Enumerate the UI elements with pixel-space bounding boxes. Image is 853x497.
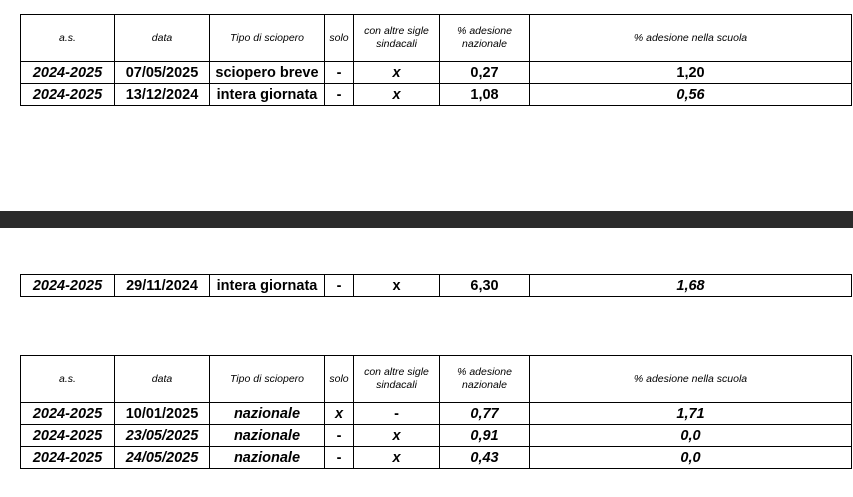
cell-as: 2024-2025: [21, 84, 115, 106]
cell-data: 10/01/2025: [115, 403, 210, 425]
cell-altre: x: [354, 447, 440, 469]
cell-solo: -: [325, 84, 354, 106]
header-tipo: Tipo di sciopero: [210, 15, 325, 62]
cell-scuola: 1,20: [530, 62, 852, 84]
cell-scuola: 0,56: [530, 84, 852, 106]
cell-data: 29/11/2024: [115, 275, 210, 297]
cell-as: 2024-2025: [21, 447, 115, 469]
header-data: data: [115, 15, 210, 62]
header-solo: solo: [325, 356, 354, 403]
cell-solo: -: [325, 447, 354, 469]
table-header-row: [21, 15, 852, 62]
cell-scuola: 1,68: [530, 275, 852, 297]
header-naz: % adesione nazionale: [440, 356, 530, 403]
cell-scuola: 1,71: [530, 403, 852, 425]
cell-tipo: nazionale: [210, 403, 325, 425]
cell-naz: 0,27: [440, 62, 530, 84]
cell-naz: 0,91: [440, 425, 530, 447]
header-altre: con altre sigle sindacali: [354, 356, 440, 403]
cell-as: 2024-2025: [21, 275, 115, 297]
cell-data: 23/05/2025: [115, 425, 210, 447]
cell-scuola: 0,0: [530, 447, 852, 469]
cell-as: 2024-2025: [21, 425, 115, 447]
cell-scuola: 0,0: [530, 425, 852, 447]
page-divider-bar: [0, 211, 853, 228]
table-row: [21, 275, 852, 297]
cell-altre: x: [354, 425, 440, 447]
cell-solo: -: [325, 62, 354, 84]
cell-naz: 1,08: [440, 84, 530, 106]
table-row: [21, 84, 852, 106]
cell-naz: 0,77: [440, 403, 530, 425]
cell-tipo: intera giornata: [210, 84, 325, 106]
cell-data: 13/12/2024: [115, 84, 210, 106]
header-solo: solo: [325, 15, 354, 62]
cell-altre: -: [354, 403, 440, 425]
table-row: [21, 425, 852, 447]
cell-altre: x: [354, 62, 440, 84]
strike-table-3: [20, 355, 852, 469]
header-tipo: Tipo di sciopero: [210, 356, 325, 403]
header-scuola: % adesione nella scuola: [530, 15, 852, 62]
header-naz: % adesione nazionale: [440, 15, 530, 62]
cell-tipo: intera giornata: [210, 275, 325, 297]
header-as: a.s.: [21, 356, 115, 403]
table-row: [21, 447, 852, 469]
header-altre: con altre sigle sindacali: [354, 15, 440, 62]
cell-altre: x: [354, 275, 440, 297]
cell-solo: x: [325, 403, 354, 425]
table-row: [21, 403, 852, 425]
header-as: a.s.: [21, 15, 115, 62]
cell-tipo: sciopero breve: [210, 62, 325, 84]
cell-as: 2024-2025: [21, 403, 115, 425]
cell-solo: -: [325, 425, 354, 447]
cell-solo: -: [325, 275, 354, 297]
table-header-row: [21, 356, 852, 403]
cell-naz: 6,30: [440, 275, 530, 297]
cell-tipo: nazionale: [210, 447, 325, 469]
table-row: [21, 62, 852, 84]
cell-naz: 0,43: [440, 447, 530, 469]
cell-altre: x: [354, 84, 440, 106]
strike-table-2: [20, 274, 852, 297]
header-scuola: % adesione nella scuola: [530, 356, 852, 403]
cell-tipo: nazionale: [210, 425, 325, 447]
cell-data: 07/05/2025: [115, 62, 210, 84]
strike-table-1: [20, 14, 852, 106]
cell-as: 2024-2025: [21, 62, 115, 84]
header-data: data: [115, 356, 210, 403]
cell-data: 24/05/2025: [115, 447, 210, 469]
